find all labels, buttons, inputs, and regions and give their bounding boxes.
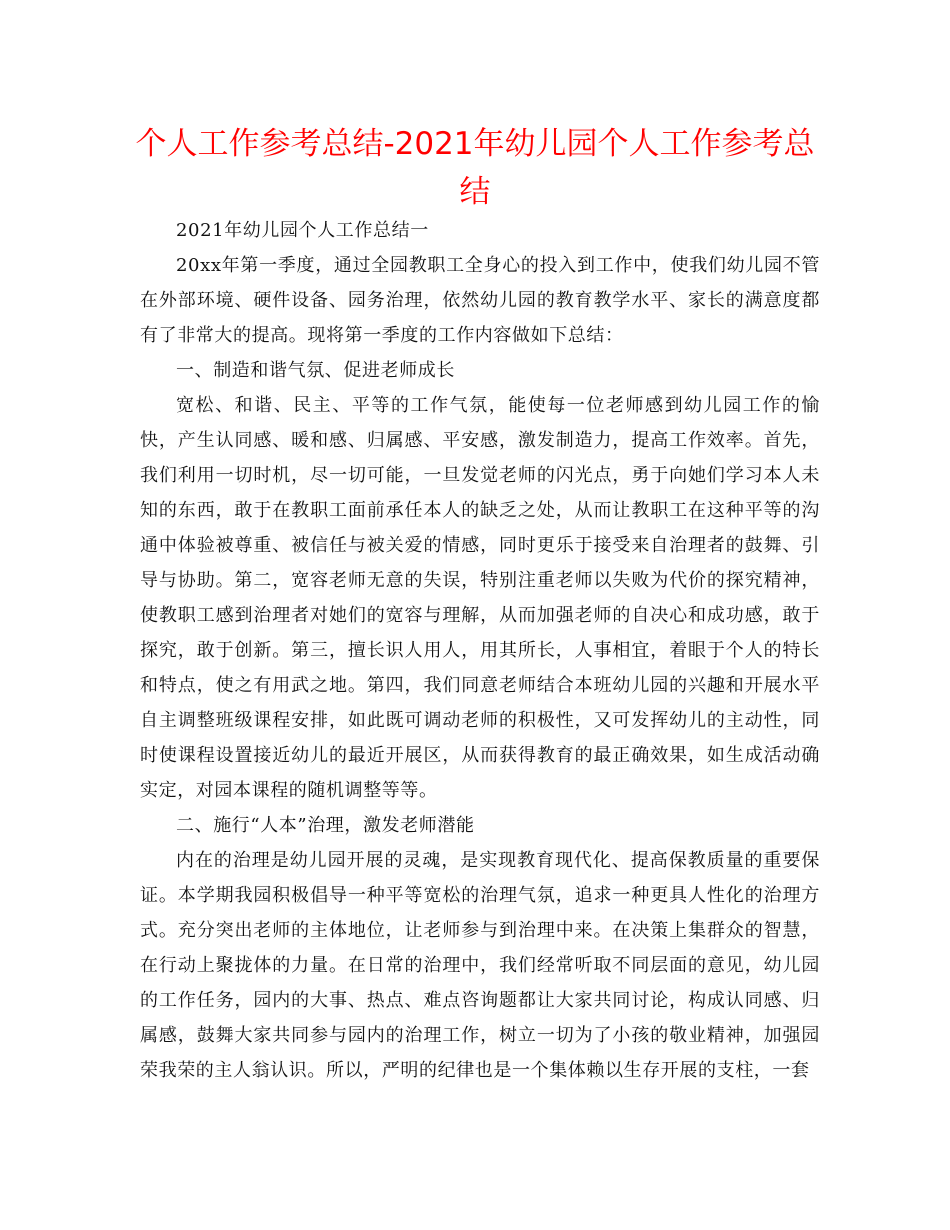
- document-body: [140, 213, 820, 1088]
- intro-paragraph: 20xx年第一季度，通过全园教职工全身心的投入到工作中，使我们幼儿园不管在外部环境、硬件设备、园务治理，依然幼儿园的教育教学水平、家长的满意度都有了非常大的提高。现将第一季度的工作内容做如下总结：: [140, 255, 820, 346]
- section-heading-one: 一、制造和谐气氛、促进老师成长: [176, 360, 455, 381]
- section-two-paragraph: 内在的治理是幼儿园开展的灵魂，是实现教育现代化、提高保教质量的重要保证。本学期我园积极倡导一种平等宽松的治理气氛，追求一种更具人性化的治理方式。充分突出老师的主体地位，让老师参与到治理中来。在决策上集群众的智慧，在行动上聚拢体的力量。在日常的治理中，我们经常听取不同层面的意见，幼儿园的工作任务，园内的大事、热点、难点咨询题都让大家共同讨论，构成认同感、归属感，鼓舞大家共同参与园内的治理工作，树立一切为了小孩的敬业精神，加强园荣我荣的主人翁认识。所以，严明的纪律也是一个集体赖以生存开展的支柱，一套: [140, 850, 820, 1081]
- section-heading-two: 二、施行“人本”治理，激发老师潜能: [176, 815, 475, 836]
- document-title: 个人工作参考总结-2021年幼儿园个人工作参考总结: [135, 126, 815, 210]
- section-one-paragraph: 宽松、和谐、民主、平等的工作气氛，能使每一位老师感到幼儿园工作的愉快，产生认同感、暖和感、归属感、平安感，激发制造力，提高工作效率。首先，我们利用一切时机，尽一切可能，一旦发觉老师的闪光点，勇于向她们学习本人未知的东西，敢于在教职工面前承任本人的缺乏之处，从而让教职工在这种平等的沟通中体验被尊重、被信任与被关爱的情感，同时更乐于接受来自治理者的鼓舞、引导与协助。第二，宽容老师无意的失误，特别注重老师以失败为代价的探究精神，使教职工感到治理者对她们的宽容与理解，从而加强老师的自决心和成功感，敢于探究，敢于创新。第三，擅长识人用人，用其所长，人事相宜，着眼于个人的特长和特点，使之有用武之地。第四，我们同意老师结合本班幼儿园的兴趣和开展水平自主调整班级课程安排，如此既可调动老师的积极性，又可发挥幼儿的主动性，同时使课程设置接近幼儿的最近开展区，从而获得教育的最正确效果，如生成活动确实定，对园本课程的随机调整等等。: [140, 395, 820, 801]
- subheading-summary-one: 2021年幼儿园个人工作总结一: [176, 220, 429, 241]
